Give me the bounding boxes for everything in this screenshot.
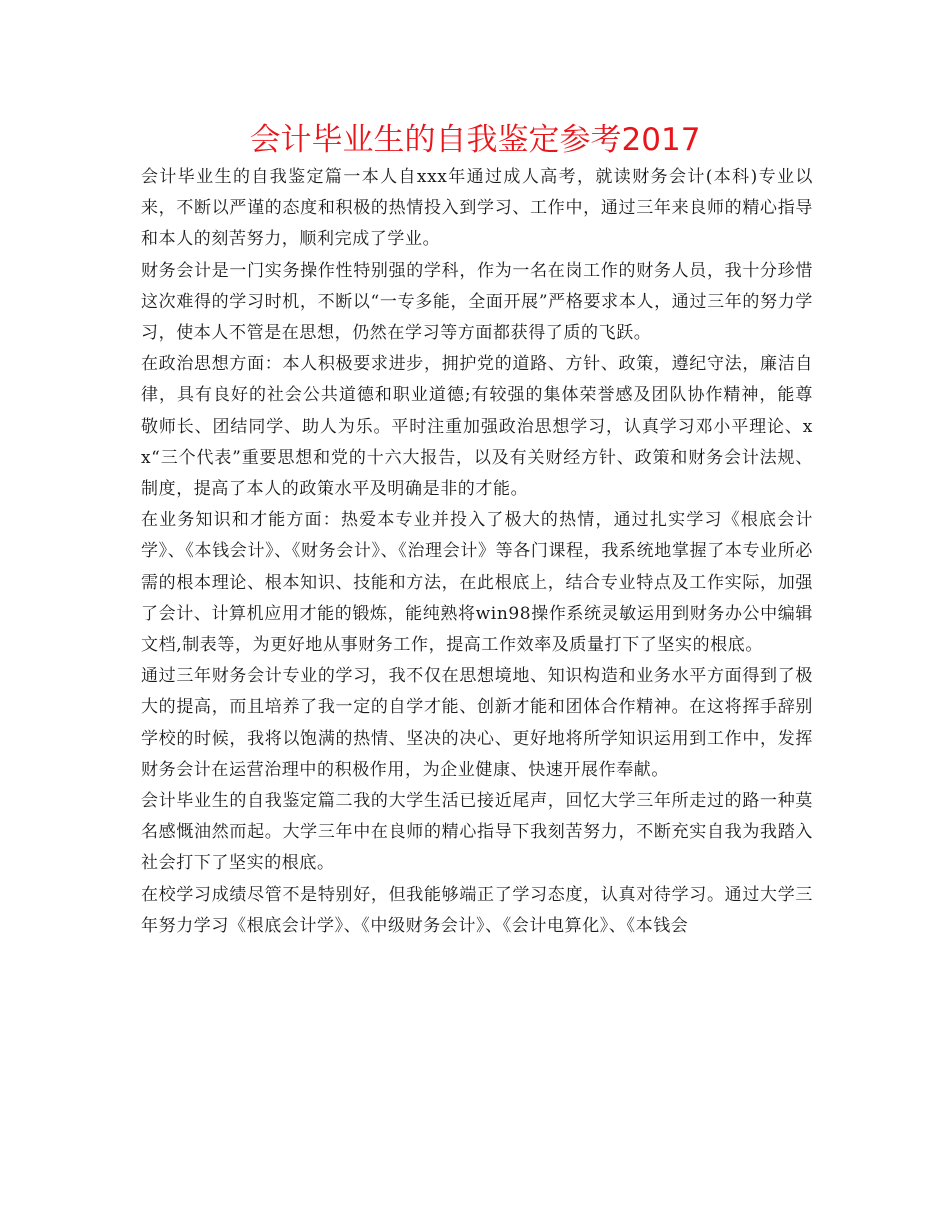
paragraph: 在政治思想方面：本人积极要求进步，拥护党的道路、方针、政策，遵纪守法，廉洁自律，具有良好的社会公共道德和职业道德;有较强的集体荣誉感及团队协作精神，能尊敬师长、团结同学、助人为乐。平时注重加强政治思想学习，认真学习邓小平理论、xx“三个代表”重要思想和党的十六大报告，以及有关财经方针、政策和财务会计法规、制度，提高了本人的政策水平及明确是非的才能。 — [141, 354, 813, 500]
paragraph: 在校学习成绩尽管不是特别好，但我能够端正了学习态度，认真对待学习。通过大学三年努力学习《根底会计学》、《中级财务会计》、《会计电算化》、《本钱会 — [141, 884, 813, 936]
document-title: 会计毕业生的自我鉴定参考2017 — [249, 122, 701, 158]
paragraph: 通过三年财务会计专业的学习，我不仅在思想境地、知识构造和业务水平方面得到了极大的提高，而且培养了我一定的自学才能、创新才能和团体合作精神。在这将挥手辞别学校的时候，我将以饱满的热情、坚决的决心、更好地将所学知识运用到工作中，发挥财务会计在运营治理中的积极作用，为企业健康、快速开展作奉献。 — [141, 666, 813, 780]
paragraph: 在业务知识和才能方面：热爱本专业并投入了极大的热情，通过扎实学习《根底会计学》、《本钱会计》、《财务会计》、《治理会计》等各门课程，我系统地掌握了本专业所必需的根本理论、根本知识、技能和方法，在此根底上，结合专业特点及工作实际，加强了会计、计算机应用才能的锻炼，能纯熟将win98操作系统灵敏运用到财务办公中编辑文档,制表等，为更好地从事财务工作，提高工作效率及质量打下了坚实的根底。 — [141, 510, 813, 656]
paragraph: 会计毕业生的自我鉴定篇二我的大学生活已接近尾声，回忆大学三年所走过的路一种莫名感慨油然而起。大学三年中在良师的精心指导下我刻苦努力，不断充实自我为我踏入社会打下了坚实的根底。 — [141, 791, 813, 874]
paragraph: 财务会计是一门实务操作性特别强的学科，作为一名在岗工作的财务人员，我十分珍惜这次难得的学习时机，不断以“一专多能，全面开展”严格要求本人，通过三年的努力学习，使本人不管是在思想，仍然在学习等方面都获得了质的飞跃。 — [141, 260, 813, 344]
paragraph: 会计毕业生的自我鉴定篇一本人自xxx年通过成人高考，就读财务会计(本科)专业以来，不断以严谨的态度和积极的热情投入到学习、工作中，通过三年来良师的精心指导和本人的刻苦努力，顺利完成了学业。 — [141, 167, 813, 250]
document-body — [141, 162, 813, 942]
